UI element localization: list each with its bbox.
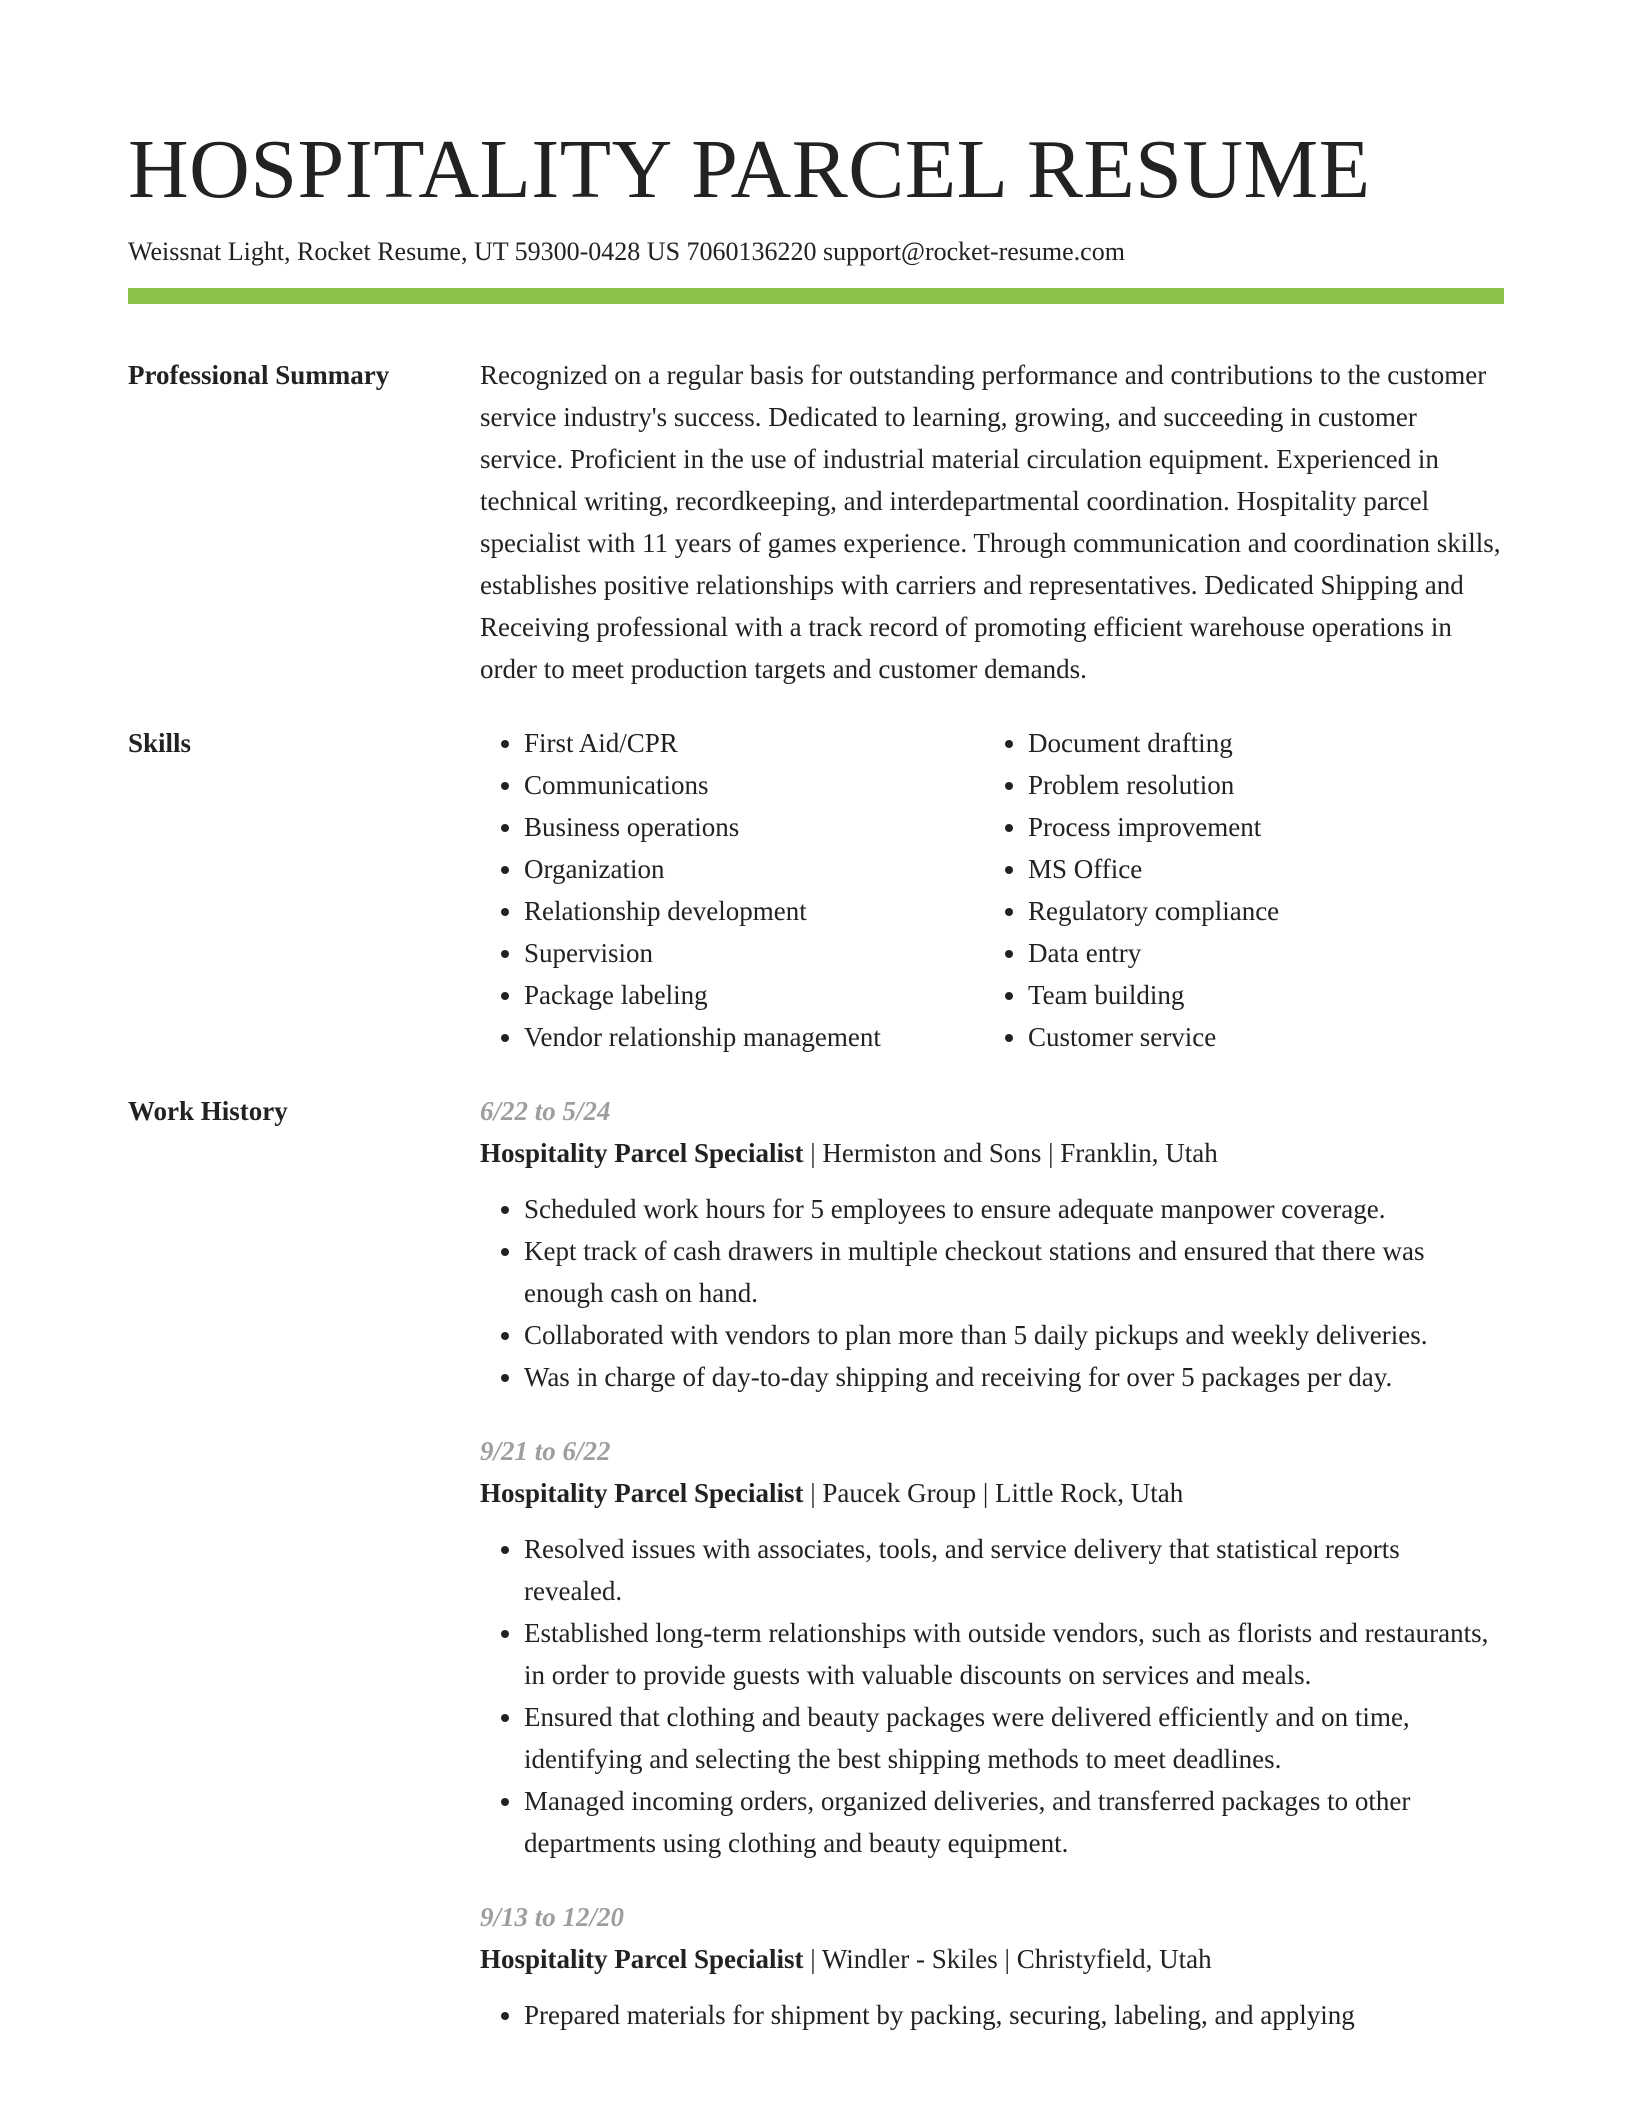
resume-title: HOSPITALITY PARCEL RESUME [128,123,1371,216]
job-title-line [480,1938,1504,1980]
skill-item: • First Aid/CPR [524,722,984,764]
summary-text: Recognized on a regular basis for outstanding performance and contributions to the customer service industry's success. Dedicated to learning, growing, and succeeding in customer service. Proficient in the use of industrial material circulation equipment. Experienced in technical writing, recordkeeping, and interdepartmental coordination. Hospitality parcel specialist with 11 years of games experience. Through communication and coordination skills, establishes positive relationships with carriers and representatives. Dedicated Shipping and Receiving professional with a track record of promoting efficient warehouse operations in order to meet production targets and customer demands. [480,360,1501,684]
job-entry [480,1430,1504,1864]
skills-section [128,722,1504,1058]
job-bullet: • Collaborated with vendors to plan more than 5 daily pickups and weekly deliveries. [524,1314,1504,1356]
skills-list-right [984,722,1279,1058]
job-bullet: • Established long-term relationships with outside vendors, such as florists and restaurants, in order to provide guests with valuable discounts on services and meals. [524,1612,1504,1696]
job-bullets [480,1528,1504,1864]
job-employer-location: | Paucek Group | Little Rock, Utah [803,1478,1184,1508]
job-employer-location: | Hermiston and Sons | Franklin, Utah [803,1138,1218,1168]
job-bullet: • Was in charge of day-to-day shipping and receiving for over 5 packages per day. [524,1356,1504,1398]
work-history-body [480,1090,1504,2068]
skill-item: • Organization [524,848,984,890]
resume-page [128,118,1504,2068]
work-history-label: Work History [128,1096,288,1126]
skill-item: • Supervision [524,932,984,974]
skill-item: • Team building [1028,974,1279,1016]
job-title-line [480,1472,1504,1514]
job-date: 9/13 to 12/20 [480,1902,625,1932]
job-entry [480,1896,1504,2036]
job-employer-location: | Windler - Skiles | Christyfield, Utah [803,1944,1212,1974]
skill-item: • Problem resolution [1028,764,1279,806]
skills-list-left [480,722,984,1058]
summary-label: Professional Summary [128,360,390,390]
job-role: Hospitality Parcel Specialist [480,1478,804,1508]
skills-columns [480,722,1504,1058]
skill-item: • Data entry [1028,932,1279,974]
job-bullet: • Ensured that clothing and beauty packages were delivered efficiently and on time, identifying and selecting the best shipping methods to meet deadlines. [524,1696,1504,1780]
skill-item: • MS Office [1028,848,1279,890]
skills-label: Skills [128,728,192,758]
job-date: 6/22 to 5/24 [480,1096,611,1126]
job-title-line [480,1132,1504,1174]
job-bullets [480,1994,1504,2036]
skill-item: • Process improvement [1028,806,1279,848]
job-bullet: • Scheduled work hours for 5 employees to ensure adequate manpower coverage. [524,1188,1504,1230]
summary-section [128,354,1504,690]
job-bullet: • Managed incoming orders, organized deliveries, and transferred packages to other departments using clothing and beauty equipment. [524,1780,1504,1864]
skill-item: • Document drafting [1028,722,1279,764]
job-bullets [480,1188,1504,1398]
skill-item: • Communications [524,764,984,806]
header-divider [128,288,1504,304]
work-history-section [128,1090,1504,2068]
contact-line: Weissnat Light, Rocket Resume, UT 59300-0428 US 7060136220 support@rocket-resume.com [128,237,1125,266]
job-role: Hospitality Parcel Specialist [480,1138,804,1168]
job-date: 9/21 to 6/22 [480,1436,611,1466]
skill-item: • Vendor relationship management [524,1016,984,1058]
skill-item: • Relationship development [524,890,984,932]
job-bullet: • Kept track of cash drawers in multiple checkout stations and ensured that there was enough cash on hand. [524,1230,1504,1314]
skill-item: • Customer service [1028,1016,1279,1058]
skill-item: • Business operations [524,806,984,848]
job-bullet: • Prepared materials for shipment by packing, securing, labeling, and applying [524,1994,1504,2036]
skill-item: • Package labeling [524,974,984,1016]
job-entry [480,1090,1504,1398]
job-role: Hospitality Parcel Specialist [480,1944,804,1974]
job-bullet: • Resolved issues with associates, tools, and service delivery that statistical reports revealed. [524,1528,1504,1612]
skill-item: • Regulatory compliance [1028,890,1279,932]
